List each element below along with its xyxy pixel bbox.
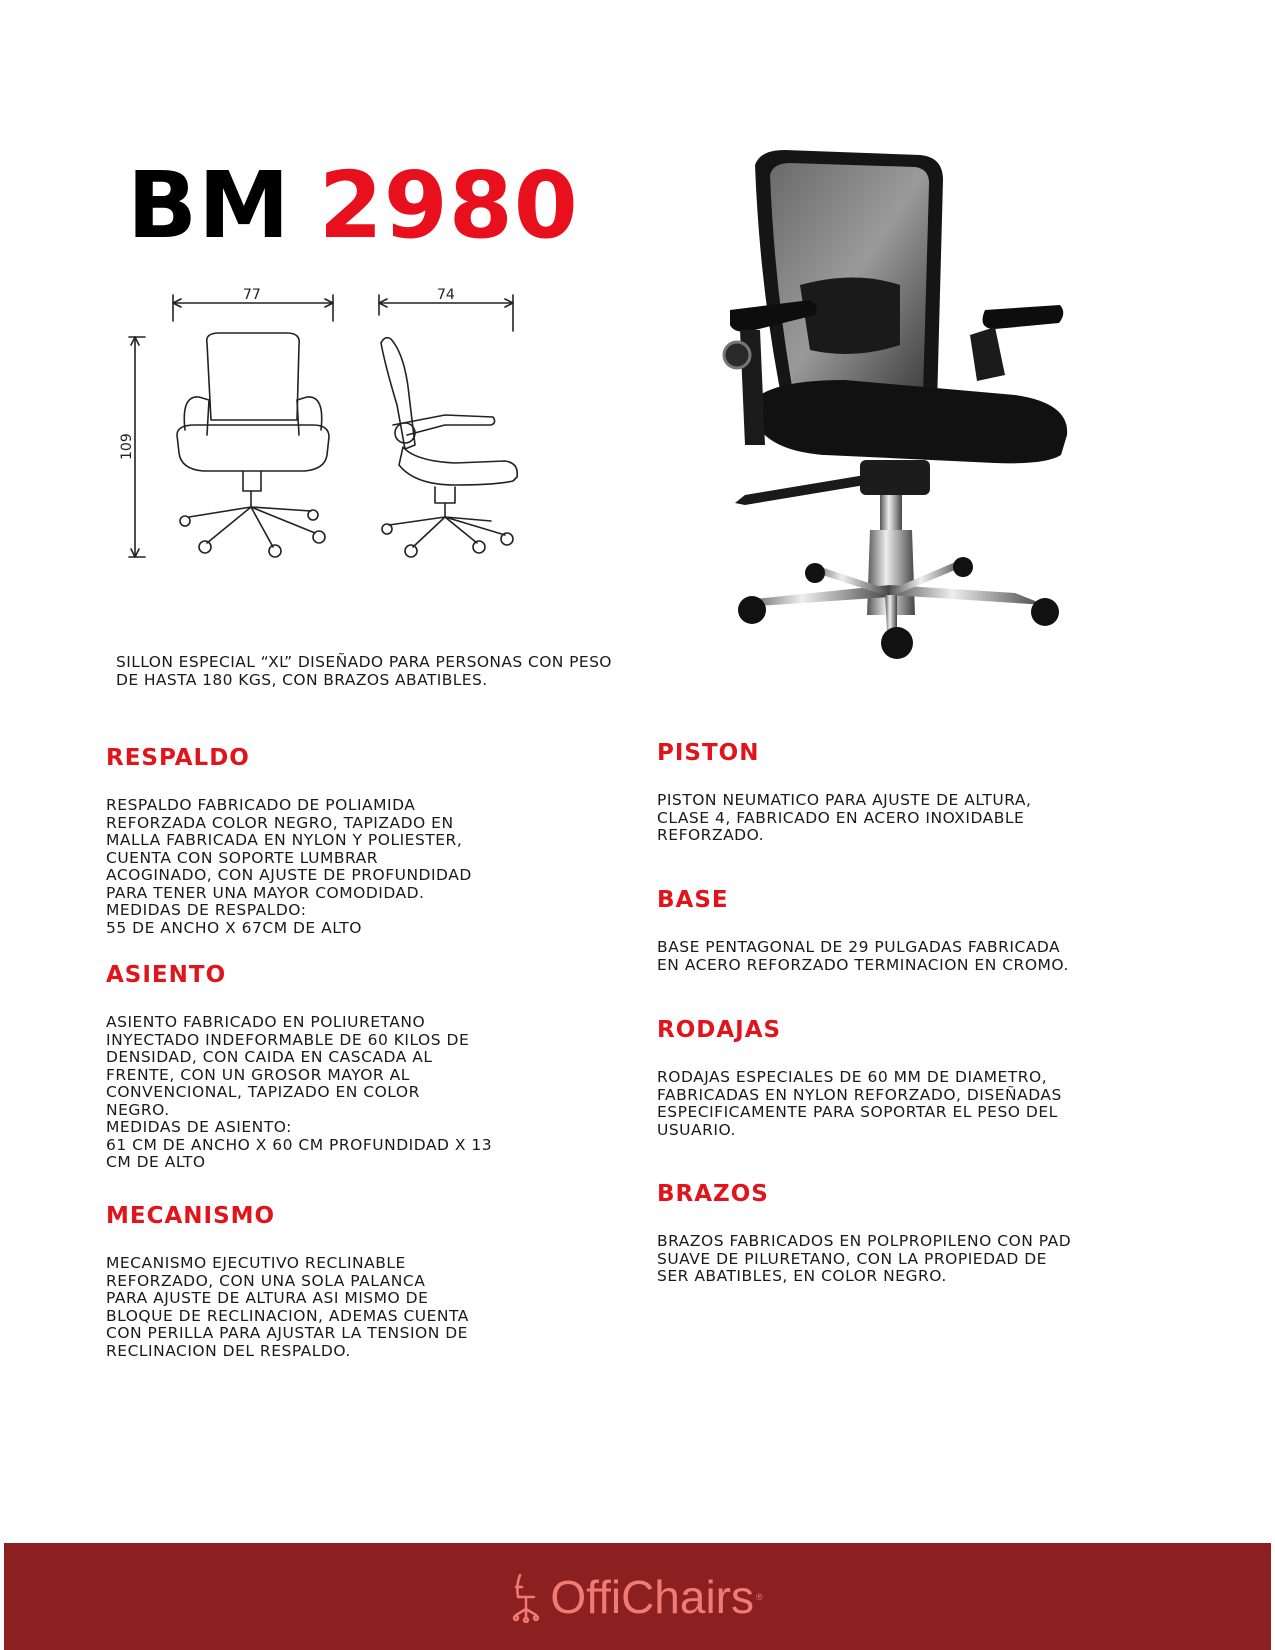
section-piston <box>657 740 1127 845</box>
section-mecanismo <box>106 1203 526 1360</box>
height-dimension-label: 109 <box>119 433 135 460</box>
brand-name: OffiChairs <box>550 1570 754 1623</box>
product-title <box>127 152 579 259</box>
section-asiento <box>106 962 526 1172</box>
model-number: 2980 <box>318 152 579 259</box>
model-prefix: BM <box>127 152 291 259</box>
section-title: BRAZOS <box>657 1181 769 1207</box>
depth-dimension-label: 74 <box>437 287 455 303</box>
chair-logo-icon <box>512 1571 542 1623</box>
section-title: PISTON <box>657 740 760 766</box>
section-respaldo <box>106 745 526 937</box>
section-body: RODAJAS ESPECIALES DE 60 MM DE DIAMETRO, FABRICADAS EN NYLON REFORZADO, DISEÑADAS ESPECIFICAMENTE PARA SOPORTAR EL PESO DEL USUARIO. <box>657 1068 1062 1139</box>
section-title: ASIENTO <box>106 962 227 988</box>
section-title: BASE <box>657 887 729 913</box>
product-description: SILLON ESPECIAL “XL” DISEÑADO PARA PERSONAS CON PESO DE HASTA 180 KGS, CON BRAZOS ABATIBLES. <box>116 653 612 689</box>
brand-logo <box>4 1543 1271 1650</box>
section-body: BRAZOS FABRICADOS EN POLPROPILENO CON PAD SUAVE DE PILURETANO, CON LA PROPIEDAD DE SER ABATIBLES, EN COLOR NEGRO. <box>657 1232 1072 1285</box>
section-body: MECANISMO EJECUTIVO RECLINABLE REFORZADO, CON UNA SOLA PALANCA PARA AJUSTE DE ALTURA ASI MISMO DE BLOQUE DE RECLINACION, ADEMAS CUENTA CON PERILLA PARA AJUSTAR LA TENSION DE RECLINACION DEL RESPALDO. <box>106 1254 469 1360</box>
section-title: RODAJAS <box>657 1017 782 1043</box>
width-dimension-label: 77 <box>243 287 261 303</box>
section-title: MECANISMO <box>106 1203 276 1229</box>
registered-mark: ® <box>756 1591 763 1602</box>
section-rodajas <box>657 1017 1127 1139</box>
section-brazos <box>657 1181 1127 1286</box>
section-base <box>657 887 1127 974</box>
section-body: BASE PENTAGONAL DE 29 PULGADAS FABRICADA EN ACERO REFORZADO TERMINACION EN CROMO. <box>657 938 1069 974</box>
section-body: ASIENTO FABRICADO EN POLIURETANO INYECTADO INDEFORMABLE DE 60 KILOS DE DENSIDAD, CON CAIDA EN CASCADA AL FRENTE, CON UN GROSOR MAYOR AL CONVENCIONAL, TAPIZADO EN COLOR NEGRO. MEDIDAS DE ASIENTO: 61 CM DE ANCHO X 60 CM PROFUNDIDAD X 13 CM DE ALTO <box>106 1013 493 1171</box>
section-body: PISTON NEUMATICO PARA AJUSTE DE ALTURA, CLASE 4, FABRICADO EN ACERO INOXIDABLE REFORZADO. <box>657 791 1032 844</box>
section-title: RESPALDO <box>106 745 250 771</box>
chair-photo <box>715 145 1075 665</box>
technical-drawing <box>115 285 535 575</box>
section-body: RESPALDO FABRICADO DE POLIAMIDA REFORZADA COLOR NEGRO, TAPIZADO EN MALLA FABRICADA EN NYLON Y POLIESTER, CUENTA CON SOPORTE LUMBRAR ACOGINADO, CON AJUSTE DE PROFUNDIDAD PARA TENER UNA MAYOR COMODIDAD. MEDIDAS DE RESPALDO: 55 DE ANCHO X 67CM DE ALTO <box>106 796 472 937</box>
footer-bar <box>4 1543 1271 1650</box>
